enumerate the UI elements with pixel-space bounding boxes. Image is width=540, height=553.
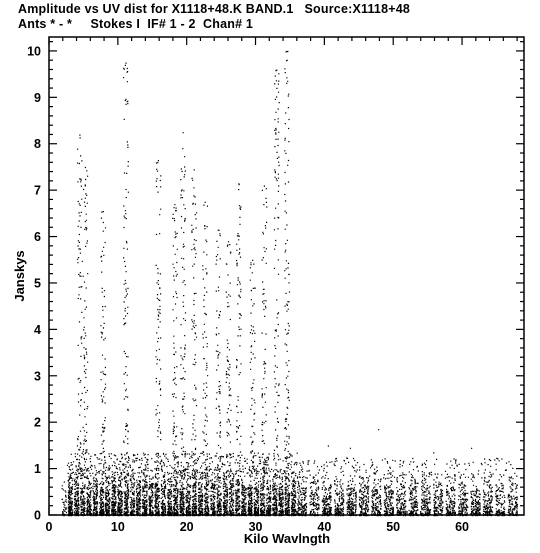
x-tick-label: 10 — [110, 520, 125, 534]
x-tick-label: 20 — [179, 520, 194, 534]
y-axis-label: Janskys — [12, 250, 27, 302]
y-tick-label: 2 — [34, 415, 41, 430]
x-axis-label: Kilo Wavlngth — [243, 531, 331, 546]
y-tick-label: 6 — [34, 230, 41, 245]
y-tick-label: 8 — [34, 137, 41, 152]
x-tick-label: 60 — [455, 520, 469, 534]
axis-ticks — [27, 37, 524, 534]
chart-title: Amplitude vs UV dist for X1118+48.K BAND.1 Source:X1118+48 — [18, 2, 411, 16]
y-tick-label: 9 — [34, 90, 41, 105]
chart-subtitle: Ants * - * Stokes I IF# 1 - 2 Chan# 1 — [18, 17, 254, 31]
data-points — [62, 51, 519, 516]
x-tick-label: 30 — [248, 520, 263, 534]
x-tick-label: 50 — [386, 520, 401, 534]
y-tick-label: 5 — [34, 276, 41, 291]
y-tick-label: 0 — [34, 508, 41, 523]
x-tick-label: 40 — [317, 520, 332, 534]
scatter-points — [62, 51, 519, 516]
plot-frame — [49, 37, 524, 515]
y-tick-label: 7 — [34, 183, 41, 198]
y-tick-label: 3 — [34, 369, 41, 384]
x-tick-label: 0 — [45, 520, 53, 534]
y-tick-label: 10 — [27, 44, 41, 59]
y-tick-label: 1 — [34, 462, 41, 477]
y-tick-label: 4 — [34, 322, 41, 337]
